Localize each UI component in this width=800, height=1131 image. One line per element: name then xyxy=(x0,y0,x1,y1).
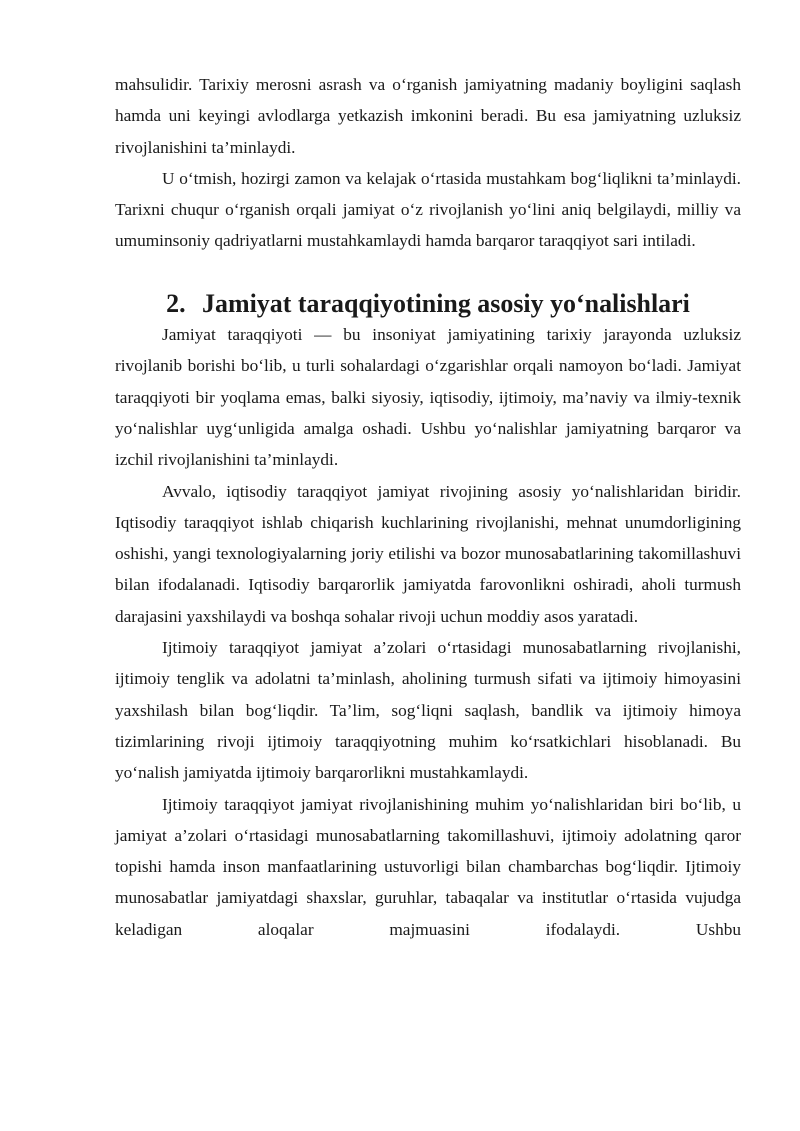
section-number: 2. xyxy=(166,288,186,318)
paragraph-society-development: Jamiyat taraqqiyoti — bu insoniyat jamiyatining tarixiy jarayonda uzluksiz rivojlanib borishi bo‘lib, u turli sohalardagi o‘zgarishlar orqali namoyon bo‘ladi. Jamiyat taraqqiyoti bir yoqlama emas, balki siyosiy, iqtisodiy, ijtimoiy, ma’naviy va ilmiy-texnik yo‘nalishlar uyg‘unligida amalga oshadi. Ushbu yo‘nalishlar jamiyatning barqaror va izchil rivojlanishini ta’minlaydi. xyxy=(115,325,741,470)
section-heading xyxy=(115,288,741,319)
paragraph-social-relations: Ijtimoiy taraqqiyot jamiyat rivojlanishining muhim yo‘nalishlaridan biri bo‘lib, u jamiyat a’zolari o‘rtasidagi munosabatlarning takomillashuvi, ijtimoiy adolatning qaror topishi hamda inson manfaatlarining ustuvorligi bilan chambarchas bog‘liqdir. Ijtimoiy munosabatlar jamiyatdagi shaxslar, guruhlar, tabaqalar va institutlar o‘rtasida vujudga keladigan aloqalar majmuasini ifodalaydi. Ushbu xyxy=(115,794,741,939)
document-page xyxy=(115,69,741,945)
paragraph-social-development: Ijtimoiy taraqqiyot jamiyat a’zolari o‘rtasidagi munosabatlarning rivojlanishi, ijtimoiy tenglik va adolatni ta’minlash, aholining turmush sifati va ijtimoiy himoyasini yaxshilash bilan bog‘liqdir. Ta’lim, sog‘liqni saqlash, bandlik va ijtimoiy himoya tizimlarining rivoji ijtimoiy taraqqiyotning muhim ko‘rsatkichlari hisoblanadi. Bu yo‘nalish jamiyatda ijtimoiy barqarorlikni mustahkamlaydi. xyxy=(115,638,741,783)
paragraph-continuation: mahsulidir. Tarixiy merosni asrash va o‘rganish jamiyatning madaniy boyligini saqlash hamda uni keyingi avlodlarga yetkazish imkonini beradi. Bu esa jamiyatning uzluksiz rivojlanishini ta’minlaydi. xyxy=(115,75,741,157)
section-title: Jamiyat taraqqiyotining asosiy yo‘nalishlari xyxy=(202,288,690,318)
paragraph-history-link: U o‘tmish, hozirgi zamon va kelajak o‘rtasida mustahkam bog‘liqlikni ta’minlaydi. Tarixni chuqur o‘rganish orqali jamiyat o‘z rivojlanish yo‘lini aniq belgilaydi, milliy va umuminsoniy qadriyatlarni mustahkamlaydi hamda barqaror taraqqiyot sari intiladi. xyxy=(115,168,741,251)
paragraph-economic-development: Avvalo, iqtisodiy taraqqiyot jamiyat rivojining asosiy yo‘nalishlaridan biridir. Iqtisodiy taraqqiyot ishlab chiqarish kuchlarining rivojlanishi, mehnat unumdorligining oshishi, yangi texnologiyalarning joriy etilishi va bozor munosabatlarining takomillashuvi bilan ifodalanadi. Iqtisodiy barqarorlik jamiyatda farovonlikni oshiradi, aholi turmush darajasini yaxshilaydi va boshqa sohalar rivoji uchun moddiy asos yaratadi. xyxy=(115,481,741,626)
